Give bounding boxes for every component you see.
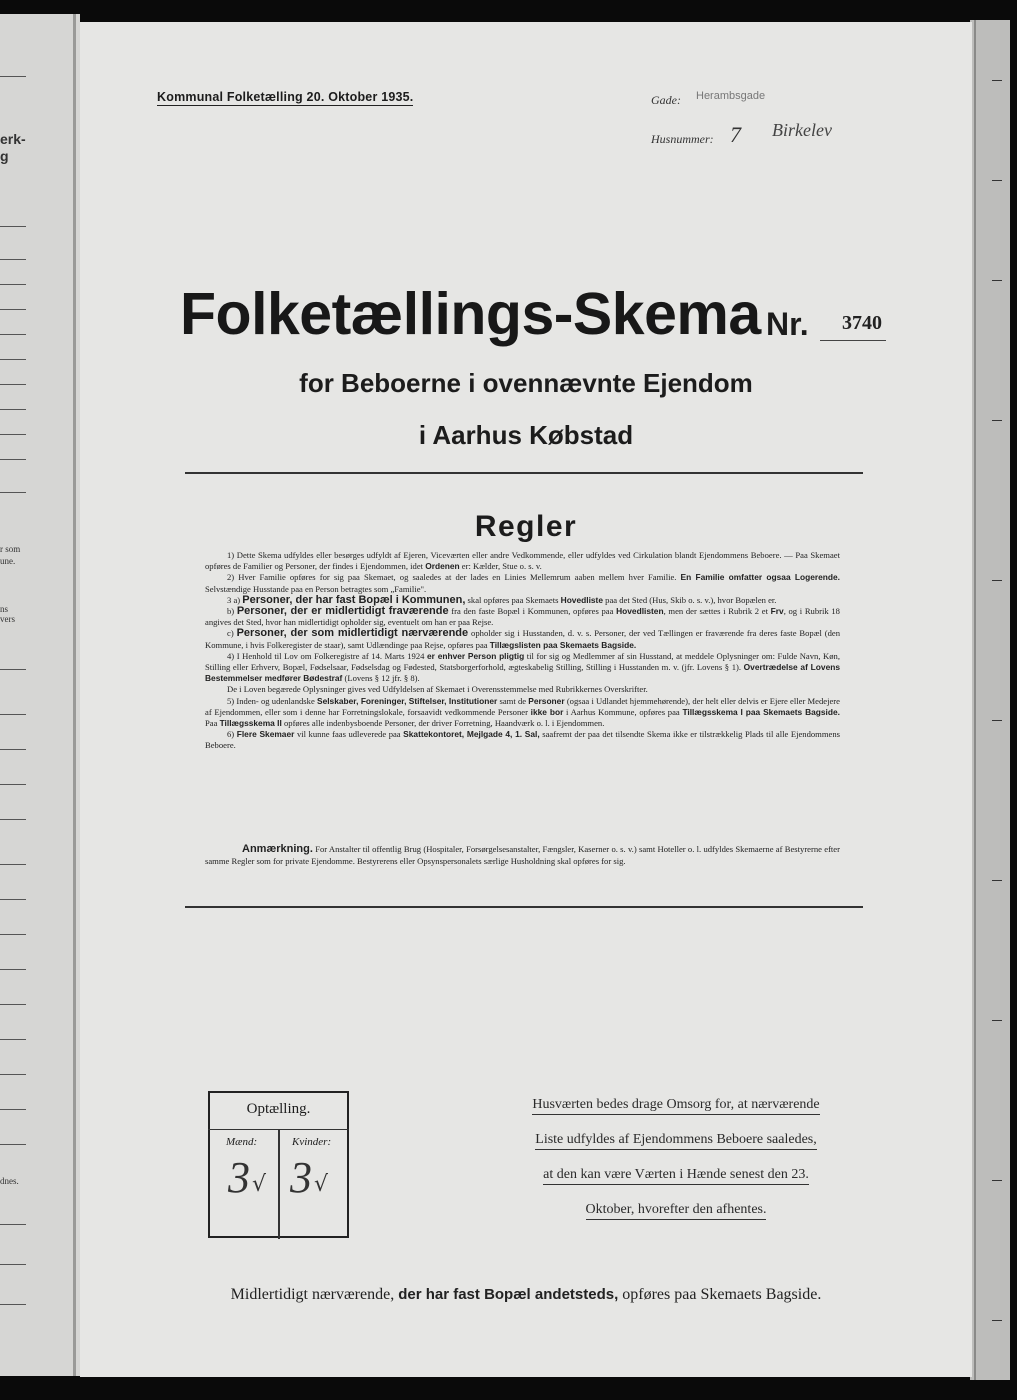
spine-rule xyxy=(0,969,26,970)
rule-4: 4) I Henhold til Lov om Folkeregistre af 14. Marts 1924 er enhver Person pligtig til for sig og Medlemmer af sin Husstand, at meddele Oplysninger om: Fulde Navn, Køn, Stilling eller Erhverv, Bopæl, Fødselsaar, Fødselsdag og Fødested, Statsborgerforhold, ægteskabelig Stilling, Stilling i Husstanden m. v. (jfr. Lovens § 1). Overtrædelse af Lovens Bestemmelser medfører Bødestraf (Lovens § 12 jfr. § 8). xyxy=(205,650,841,684)
form-number-label: Nr. xyxy=(766,306,809,342)
page-edge-stripe xyxy=(974,20,976,1380)
husnummer-value: 7 xyxy=(730,122,741,147)
edge-tick xyxy=(992,420,1002,421)
husnummer-label: Husnummer: xyxy=(651,132,714,146)
spine-rule xyxy=(0,459,26,460)
spine-fragment: ns xyxy=(0,604,9,614)
rules-heading: Regler xyxy=(474,510,578,543)
kvinder-count: 3 xyxy=(290,1153,312,1202)
edge-tick xyxy=(992,1180,1002,1181)
rule-3b: b) Personer, der er midlertidigt fraværende fra den faste Bopæl i Kommunen, opføres paa Hovedlisten, men der sættes i Rubrik 2 et Frv, og i Rubrik 18 angives det Sted, hvor han midlertidigt opholder sig, eventuelt om han er paa Rejse. xyxy=(205,605,840,628)
spine-rule xyxy=(0,784,26,785)
spine-rule xyxy=(0,309,26,310)
edge-tick xyxy=(992,880,1002,881)
census-header-line: Kommunal Folketælling 20. Oktober 1935. xyxy=(157,90,414,104)
spine-rule xyxy=(0,669,26,670)
spine-rule xyxy=(0,749,26,750)
edge-tick xyxy=(992,580,1002,581)
optaelling-grid xyxy=(208,1129,349,1239)
divider-top xyxy=(185,472,863,474)
rule-3a: 3 a) Personer, der har fast Bopæl i Kommunen, skal opføres paa Skemaets Hovedliste paa det Sted (Hus, Skib o. s. v.), hvor Bopælen er. xyxy=(227,593,777,606)
anmaerkning-text: For Anstalter til offentlig Brug (Hospitaler, Forsørgelsesanstalter, Fængsler, Kaserner o. s. v.) samt Hoteller o. l. udfyldes Skemaerne af Bestyrerne efter samme Regler som for private Ejendomme. Bestyrerens eller Opsynspersonalets særlige Husholdning skal opføres for sig. xyxy=(205,844,840,866)
maend-label: Mænd: xyxy=(226,1136,258,1148)
gade-value: Herambsgade xyxy=(696,90,766,102)
spine-rule xyxy=(0,1109,26,1110)
spine-fragment: vers xyxy=(0,614,15,624)
rule-2: 2) Hver Familie opføres for sig paa Skemaet, og saaledes at der lades en Linies Mellemrum aaben mellem hver Familie. En Familie omfatter ogsaa Logerende. Selvstændige Husstande paa en Person betragtes som „Familie". xyxy=(205,572,840,594)
anmaerkning-heading: Anmærkning. xyxy=(242,843,313,855)
spine-rule xyxy=(0,1004,26,1005)
spine-rule xyxy=(0,1039,26,1040)
right-page-edge xyxy=(970,20,1010,1380)
spine-rule xyxy=(0,934,26,935)
anmaerkning-note xyxy=(205,844,840,867)
optaelling-title: Optælling. xyxy=(246,1101,311,1117)
left-page-spine xyxy=(0,14,80,1376)
spine-rule xyxy=(0,409,26,410)
edge-tick xyxy=(992,720,1002,721)
notice-line-1: Husværten bedes drage Omsorg for, at nærværende xyxy=(513,1097,839,1113)
notice-line-2: Liste udfyldes af Ejendommens Beboere saaledes, xyxy=(513,1132,839,1148)
spine-rule xyxy=(0,384,26,385)
subtitle-beboerne: for Beboerne i ovennævnte Ejendom xyxy=(299,368,753,398)
spine-rule xyxy=(0,1264,26,1265)
optaelling-divider xyxy=(278,1130,280,1239)
spine-rule xyxy=(0,284,26,285)
rule-6: 6) Flere Skemaer vil kunne faas udleverede paa Skattekontoret, Mejlgade 4, 1. Sal, saafremt der paa det tilsendte Skema ikke er tilstrækkelig Plads til alle Ejendommens Beboere. xyxy=(205,729,840,751)
spine-rule xyxy=(0,76,26,77)
rule-3c: c) Personer, der som midlertidigt nærværende opholder sig i Husstanden, d. v. s. Personer, der ved Tællingen er fraværende fra deres faste Bopæl (den Kommune, i hvis Folkeregister de staar), samt Udlændinge paa Rejse, opføres paa Tillægslisten paa Skemaets Bagside. xyxy=(205,627,840,650)
edge-tick xyxy=(992,280,1002,281)
spine-rule xyxy=(0,864,26,865)
maend-check-icon: √ xyxy=(252,1172,267,1197)
spine-rule xyxy=(0,492,26,493)
spine-rule xyxy=(0,1304,26,1305)
edge-tick xyxy=(992,80,1002,81)
subtitle-aarhus: i Aarhus Købstad xyxy=(418,420,634,450)
spine-rule xyxy=(0,434,26,435)
spine-rule xyxy=(0,819,26,820)
page-title: Folketællings-Skema xyxy=(180,281,761,347)
edge-tick xyxy=(992,1320,1002,1321)
kvinder-label: Kvinder: xyxy=(292,1136,332,1148)
rule-5: 5) Inden- og udenlandske Selskaber, Foreninger, Stiftelser, Institutioner samt de Personer (ogsaa i Udlandet hjemmehørende), der helt eller delvis er Ejere eller Medejere af Ejendommen, eller som i denne har Forretningslokale, forsaavidt vedkommende Personer ikke bor i Aarhus Kommune, opføres paa Tillægsskema I paa Skemaets Bagside. Paa Tillægsskema II opføres alle indenbysboende Personer, der driver Forretning, Haandværk o. l. i Ejendommen. xyxy=(205,695,840,729)
census-form-page xyxy=(80,22,972,1377)
spine-rule xyxy=(0,359,26,360)
husnummer-handwritten-note: Birkelev xyxy=(772,120,832,140)
form-number-value: 3740 xyxy=(842,312,882,334)
spine-rule xyxy=(0,1074,26,1075)
kvinder-check-icon: √ xyxy=(314,1172,329,1197)
spine-rule xyxy=(0,899,26,900)
spine-fragment: r som xyxy=(0,544,21,554)
rules-text xyxy=(205,550,840,752)
notice-line-3: at den kan være Værten i Hænde senest den 23. xyxy=(513,1167,839,1183)
rule-4-extra: De i Loven begærede Oplysninger gives ved Udfyldelsen af Skemaet i Overensstemmelse med Rubrikkernes Overskrifter. xyxy=(227,684,648,695)
divider-bottom xyxy=(185,906,863,908)
footer-note: Midlertidigt nærværende, der har fast Bopæl andetsteds, opføres paa Skemaets Bagside. xyxy=(230,1286,822,1303)
spine-fragment: g xyxy=(0,148,9,164)
spine-fragment: une. xyxy=(0,556,16,566)
spine-rule xyxy=(0,1224,26,1225)
spine-rule xyxy=(0,259,26,260)
spine-fragment: erk- xyxy=(0,131,26,147)
edge-tick xyxy=(992,180,1002,181)
edge-tick xyxy=(992,1020,1002,1021)
optaelling-box xyxy=(208,1091,349,1238)
spine-rule xyxy=(0,714,26,715)
spine-fragment: dnes. xyxy=(0,1176,19,1186)
notice-line-4: Oktober, hvorefter den afhentes. xyxy=(513,1202,839,1218)
maend-count: 3 xyxy=(228,1153,250,1202)
spine-rule xyxy=(0,226,26,227)
form-number-line xyxy=(820,340,886,341)
rule-1: 1) Dette Skema udfyldes eller besørges udfyldt af Ejeren, Viceværten eller andre Vedkommende, eller udfyldes ved Cirkulation blandt Ejendommens Beboere. — Paa Skemaet opføres de Familier og Personer, der findes i Ejendommen, idet Ordenen er: Kælder, Stue o. s. v. xyxy=(205,550,840,572)
spine-rule xyxy=(0,334,26,335)
gade-label: Gade: xyxy=(651,93,681,107)
spine-rule xyxy=(0,1144,26,1145)
spine-gutter xyxy=(73,14,76,1376)
